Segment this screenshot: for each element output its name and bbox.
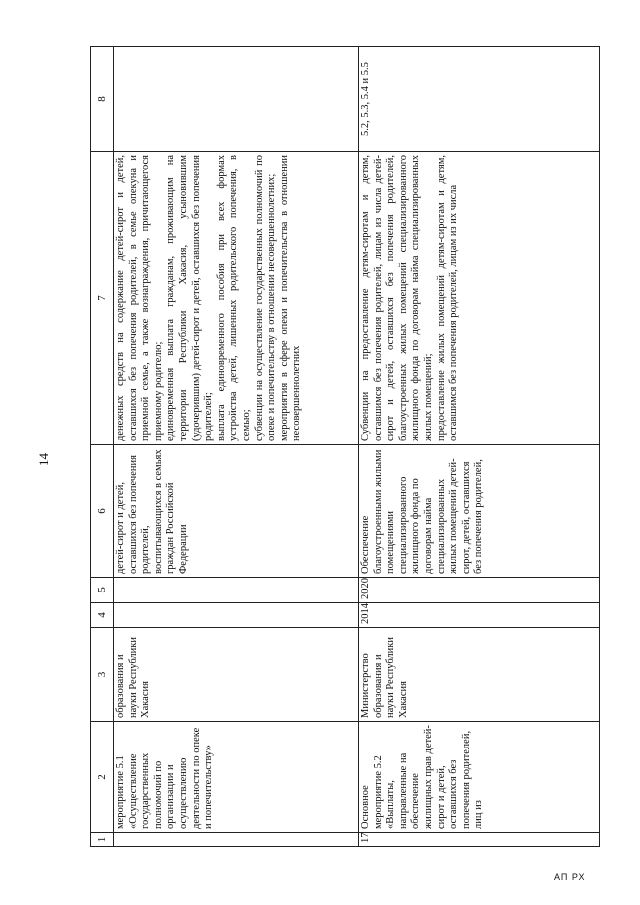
indicator-link-cell (114, 47, 359, 152)
footer-mark: АП РХ (554, 872, 586, 882)
expected-result-cell: детей-сирот и детей, оставшихся без попечения родителей, воспитывающихся в семьях граждан Российской Федерации (114, 445, 359, 578)
measure-name-cell: мероприятие 5.1 «Осуществление государственных полномочий по организации и осуществлению деятельности по опеке и попечительству» (114, 722, 359, 833)
start-year-cell (114, 603, 359, 628)
header-cell-3: 3 (91, 628, 114, 722)
direction-item: выплата единовременного пособия при всех формах устройства детей, лишенных родительского попечения, в семью; (215, 155, 252, 441)
direction-item: денежных средств на содержание детей-сирот и детей, оставшихся без попечения родителей, в семье опекуна и приемной семье, а также вознаграждения, причитающегося приемному родителю; (115, 155, 164, 441)
direction-item: мероприятия в сфере опеки и попечительства в отношении несовершеннолетних (278, 155, 303, 441)
header-cell-1: 1 (91, 833, 114, 847)
executor-cell: образования и науки Республики Хакасия (114, 628, 359, 722)
end-year-cell (114, 578, 359, 603)
header-cell-2: 2 (91, 722, 114, 833)
header-cell-6: 6 (91, 445, 114, 578)
header-cell-7: 7 (91, 152, 114, 445)
start-year-cell: 2014 (359, 603, 600, 628)
direction-item: субвенции на осуществление государственных полномочий по опеке и попечительству в отношении несовершеннолетних; (253, 155, 278, 441)
header-cell-8: 8 (91, 47, 114, 152)
direction-item: предоставление жилых помещений детям-сиротам и детям, оставшимся без попечения родителей, лицам из их числа (435, 155, 460, 441)
header-cell-5: 5 (91, 578, 114, 603)
executor-cell: Министерство образования и науки Республики Хакасия (359, 628, 600, 722)
direction-item: Субвенции на предоставление детям-сиротам и детям, оставшимся без попечения родителей, лицам из числа детей-сирот и детей, оставшихся без попечения родителей, благоустроенных жилых помещений специализированного жилищного фонда по договорам найма специализированных жилых помещений; (360, 155, 434, 441)
table-row (114, 47, 359, 847)
header-row (91, 47, 114, 847)
direction-item: единовременная выплата гражданам, проживающим на территории Республики Хакасия, усыновившим (удочерившим) детей-сирот и детей, оставшихся без попечения родителей; (165, 155, 215, 441)
expected-result-cell: Обеспечение благоустроенными жилыми помещениями специализированного жилищного фонда по договорам найма специализированных жилых помещений детей-сирот, детей, оставшихся без попечения родителей, (359, 445, 600, 578)
rotated-table-container (90, 47, 598, 847)
header-cell-4: 4 (91, 603, 114, 628)
end-year-cell: 2020 (359, 578, 600, 603)
measure-name-cell: Основное мероприятие 5.2 «Выплаты, направленные на обеспечение жилищных прав детей-сирот и детей, оставшихся без попечения родителей, лиц из (359, 722, 600, 833)
measure-directions-cell (359, 152, 600, 445)
measure-directions-cell (114, 152, 359, 445)
page-number: 14 (36, 453, 51, 466)
table-row (359, 47, 600, 847)
indicator-link-cell: 5.2, 5.3, 5.4 и 5.5 (359, 47, 600, 152)
program-measures-table (90, 46, 600, 847)
row-number-cell (114, 833, 359, 847)
row-number-cell: 17 (359, 833, 600, 847)
